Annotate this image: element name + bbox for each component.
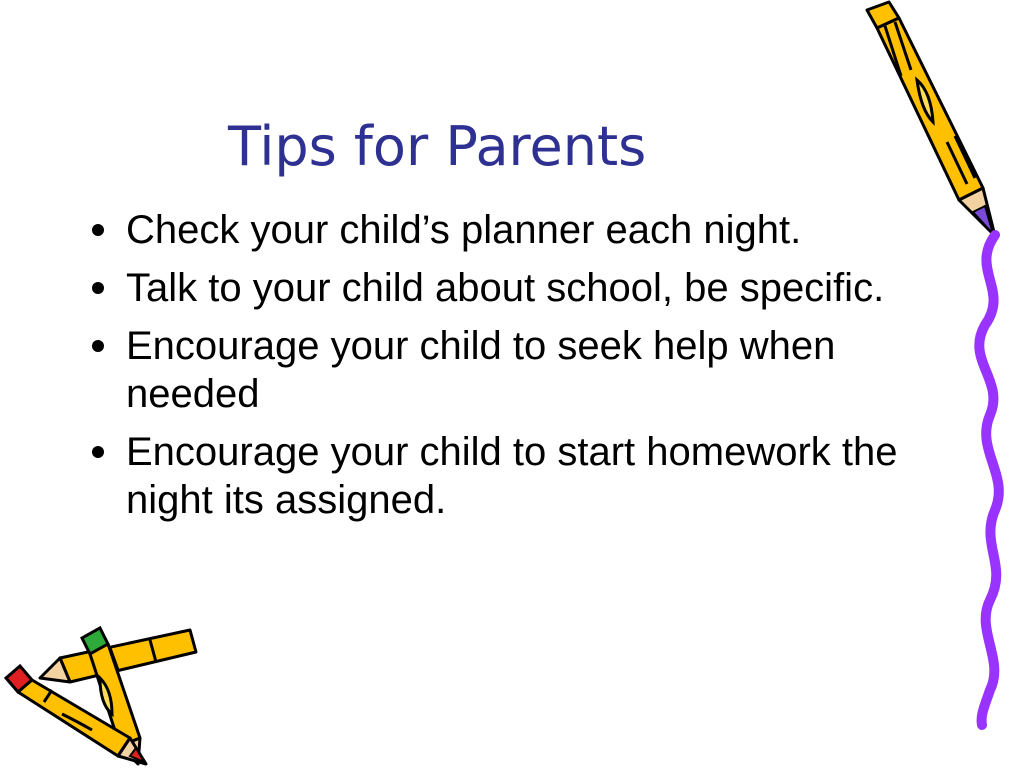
- crossed-pencils-icon: [0, 618, 210, 768]
- bullet-dot-icon: [92, 446, 104, 458]
- slide-title: Tips for Parents: [228, 115, 647, 178]
- bullet-text: Encourage your child to seek help when needed: [126, 324, 836, 416]
- bullet-item: [92, 322, 942, 418]
- bullet-item: [92, 264, 942, 312]
- bullet-item: [92, 428, 942, 524]
- bullet-dot-icon: [92, 340, 104, 352]
- bullet-text: Talk to your child about school, be specific.: [126, 266, 885, 310]
- bullet-dot-icon: [92, 224, 104, 236]
- bullet-text: Check your child’s planner each night.: [126, 208, 802, 252]
- bullet-text: Encourage your child to start homework the night its assigned.: [126, 430, 898, 522]
- bullet-list: [92, 206, 942, 534]
- pencil-icon: [855, 0, 1015, 245]
- squiggle-line: [960, 230, 1020, 730]
- bullet-dot-icon: [92, 282, 104, 294]
- bullet-item: [92, 206, 942, 254]
